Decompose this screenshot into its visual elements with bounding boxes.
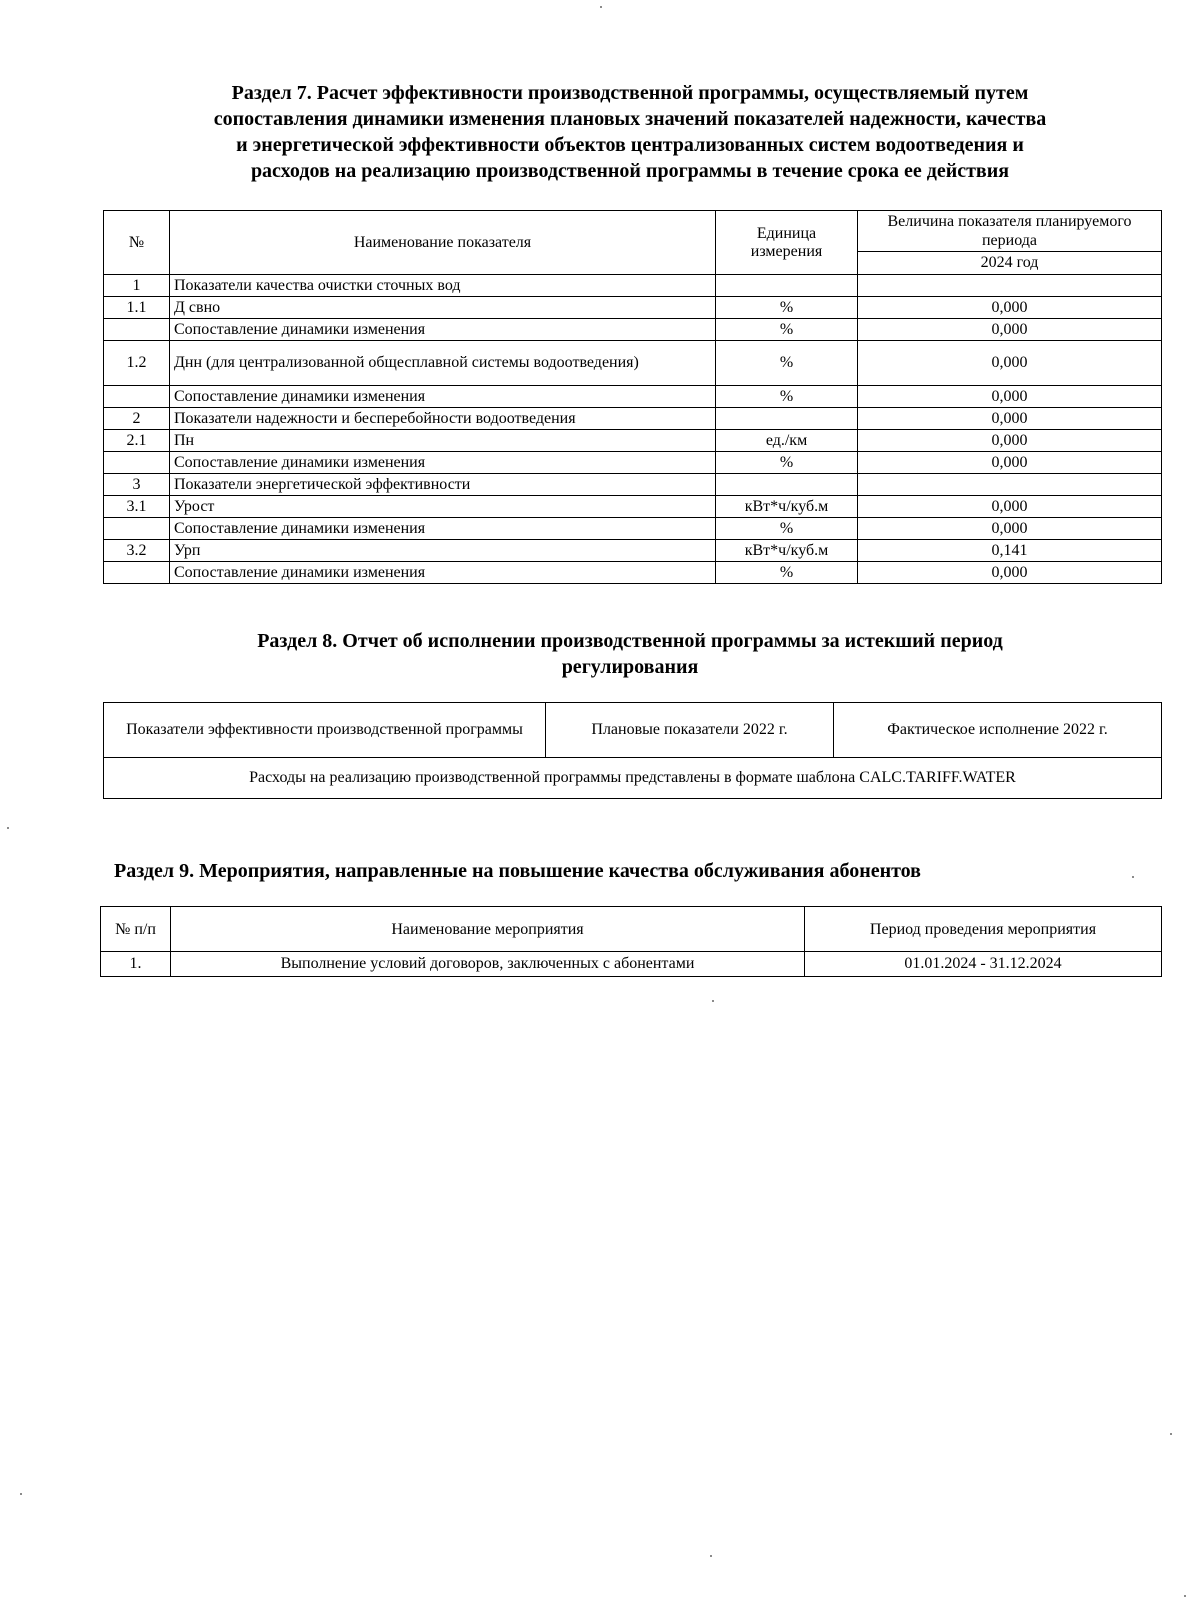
scan-speck xyxy=(20,1493,22,1495)
row-unit: кВт*ч/куб.м xyxy=(716,540,858,562)
table-row xyxy=(104,430,1162,452)
scan-speck xyxy=(7,827,9,829)
row-num xyxy=(104,562,170,584)
row-num: 1.1 xyxy=(104,297,170,319)
row-name: Урост xyxy=(170,496,716,518)
scan-speck xyxy=(1132,876,1134,878)
row-unit: % xyxy=(716,341,858,386)
row-name: Сопоставление динамики изменения xyxy=(170,562,716,584)
table-row xyxy=(104,496,1162,518)
header-period: Период проведения мероприятия xyxy=(805,907,1162,952)
row-unit xyxy=(716,474,858,496)
table-row xyxy=(104,474,1162,496)
table-row xyxy=(104,562,1162,584)
header-unit: Единица измерения xyxy=(716,211,858,275)
row-value: 0,000 xyxy=(858,452,1162,474)
table-row xyxy=(104,319,1162,341)
row-num: 3.2 xyxy=(104,540,170,562)
section8-title xyxy=(60,628,1200,680)
header-actual: Фактическое исполнение 2022 г. xyxy=(834,703,1162,758)
table-header-row xyxy=(101,907,1162,952)
expenses-note: Расходы на реализацию производственной программы представлены в формате шаблона CALC.TARIFF.WATER xyxy=(104,758,1162,799)
row-value: 0,000 xyxy=(858,496,1162,518)
row-name: Сопоставление динамики изменения xyxy=(170,518,716,540)
section8-title-line: Раздел 8. Отчет об исполнении производственной программы за истекший период xyxy=(257,630,1003,652)
table-row xyxy=(104,386,1162,408)
table-row xyxy=(104,408,1162,430)
row-value: 0,141 xyxy=(858,540,1162,562)
row-value: 0,000 xyxy=(858,518,1162,540)
row-name: Сопоставление динамики изменения xyxy=(170,452,716,474)
row-num: 2.1 xyxy=(104,430,170,452)
section9-title xyxy=(100,858,1161,884)
efficiency-table xyxy=(103,210,1162,584)
header-indicator-name: Наименование показателя xyxy=(170,211,716,275)
row-value: 0,000 xyxy=(858,386,1162,408)
row-value xyxy=(858,474,1162,496)
row-name: Пн xyxy=(170,430,716,452)
row-name: Урп xyxy=(170,540,716,562)
section7-title-line: и энергетической эффективности объектов централизованных систем водоотведения и xyxy=(236,134,1024,156)
table-header-row xyxy=(104,703,1162,758)
header-num: № xyxy=(104,211,170,275)
row-num xyxy=(104,518,170,540)
row-num: 2 xyxy=(104,408,170,430)
row-value: 0,000 xyxy=(858,297,1162,319)
row-name: Д свно xyxy=(170,297,716,319)
header-value-group: Величина показателя планируемого периода xyxy=(858,211,1162,252)
row-name: Сопоставление динамики изменения xyxy=(170,319,716,341)
scan-speck xyxy=(1184,1595,1186,1597)
header-planned: Плановые показатели 2022 г. xyxy=(546,703,834,758)
scan-speck xyxy=(710,1555,712,1557)
scan-speck xyxy=(1170,1433,1172,1435)
row-num xyxy=(104,386,170,408)
table-row xyxy=(104,341,1162,386)
section7-title-line: сопоставления динамики изменения плановых значений показателей надежности, качества xyxy=(213,108,1047,130)
row-period: 01.01.2024 - 31.12.2024 xyxy=(805,952,1162,977)
row-name: Показатели качества очистки сточных вод xyxy=(170,275,716,297)
row-num: 1.2 xyxy=(104,341,170,386)
row-name: Сопоставление динамики изменения xyxy=(170,386,716,408)
section9-title-line: Раздел 9. Мероприятия, направленные на повышение качества обслуживания абонентов xyxy=(114,860,921,882)
section7-title-line: расходов на реализацию производственной программы в течение срока ее действия xyxy=(250,160,1010,182)
header-measure-name: Наименование мероприятия xyxy=(171,907,805,952)
section7-title xyxy=(60,80,1200,184)
row-num: 3 xyxy=(104,474,170,496)
measures-table xyxy=(100,906,1162,977)
row-name: Показатели надежности и бесперебойности водоотведения xyxy=(170,408,716,430)
row-value: 0,000 xyxy=(858,319,1162,341)
report-table xyxy=(103,702,1162,799)
header-num: № п/п xyxy=(101,907,171,952)
table-row xyxy=(104,275,1162,297)
row-unit: % xyxy=(716,562,858,584)
row-unit: кВт*ч/куб.м xyxy=(716,496,858,518)
table-row xyxy=(104,540,1162,562)
row-unit xyxy=(716,408,858,430)
header-year: 2024 год xyxy=(858,252,1162,275)
table-row xyxy=(101,952,1162,977)
section8-title-line: регулирования xyxy=(561,656,699,678)
row-value: 0,000 xyxy=(858,408,1162,430)
table-row xyxy=(104,297,1162,319)
table-row xyxy=(104,518,1162,540)
row-num: 1. xyxy=(101,952,171,977)
row-unit: % xyxy=(716,297,858,319)
section7-title-line: Раздел 7. Расчет эффективности производственной программы, осуществляемый путем xyxy=(231,82,1029,104)
row-value: 0,000 xyxy=(858,562,1162,584)
table-row xyxy=(104,758,1162,799)
row-unit: % xyxy=(716,386,858,408)
row-name: Показатели энергетической эффективности xyxy=(170,474,716,496)
row-unit: % xyxy=(716,518,858,540)
table-row xyxy=(104,452,1162,474)
row-value: 0,000 xyxy=(858,430,1162,452)
scan-speck xyxy=(712,1000,714,1002)
row-unit: % xyxy=(716,319,858,341)
row-num: 3.1 xyxy=(104,496,170,518)
row-value xyxy=(858,275,1162,297)
row-num xyxy=(104,319,170,341)
row-name: Днн (для централизованной общесплавной системы водоотведения) xyxy=(170,341,716,386)
row-measure-name: Выполнение условий договоров, заключенных с абонентами xyxy=(171,952,805,977)
scan-speck xyxy=(600,6,602,8)
row-num xyxy=(104,452,170,474)
row-value: 0,000 xyxy=(858,341,1162,386)
table-header-row xyxy=(104,211,1162,252)
row-unit: ед./км xyxy=(716,430,858,452)
row-num: 1 xyxy=(104,275,170,297)
row-unit: % xyxy=(716,452,858,474)
row-unit xyxy=(716,275,858,297)
header-indicators: Показатели эффективности производственной программы xyxy=(104,703,546,758)
